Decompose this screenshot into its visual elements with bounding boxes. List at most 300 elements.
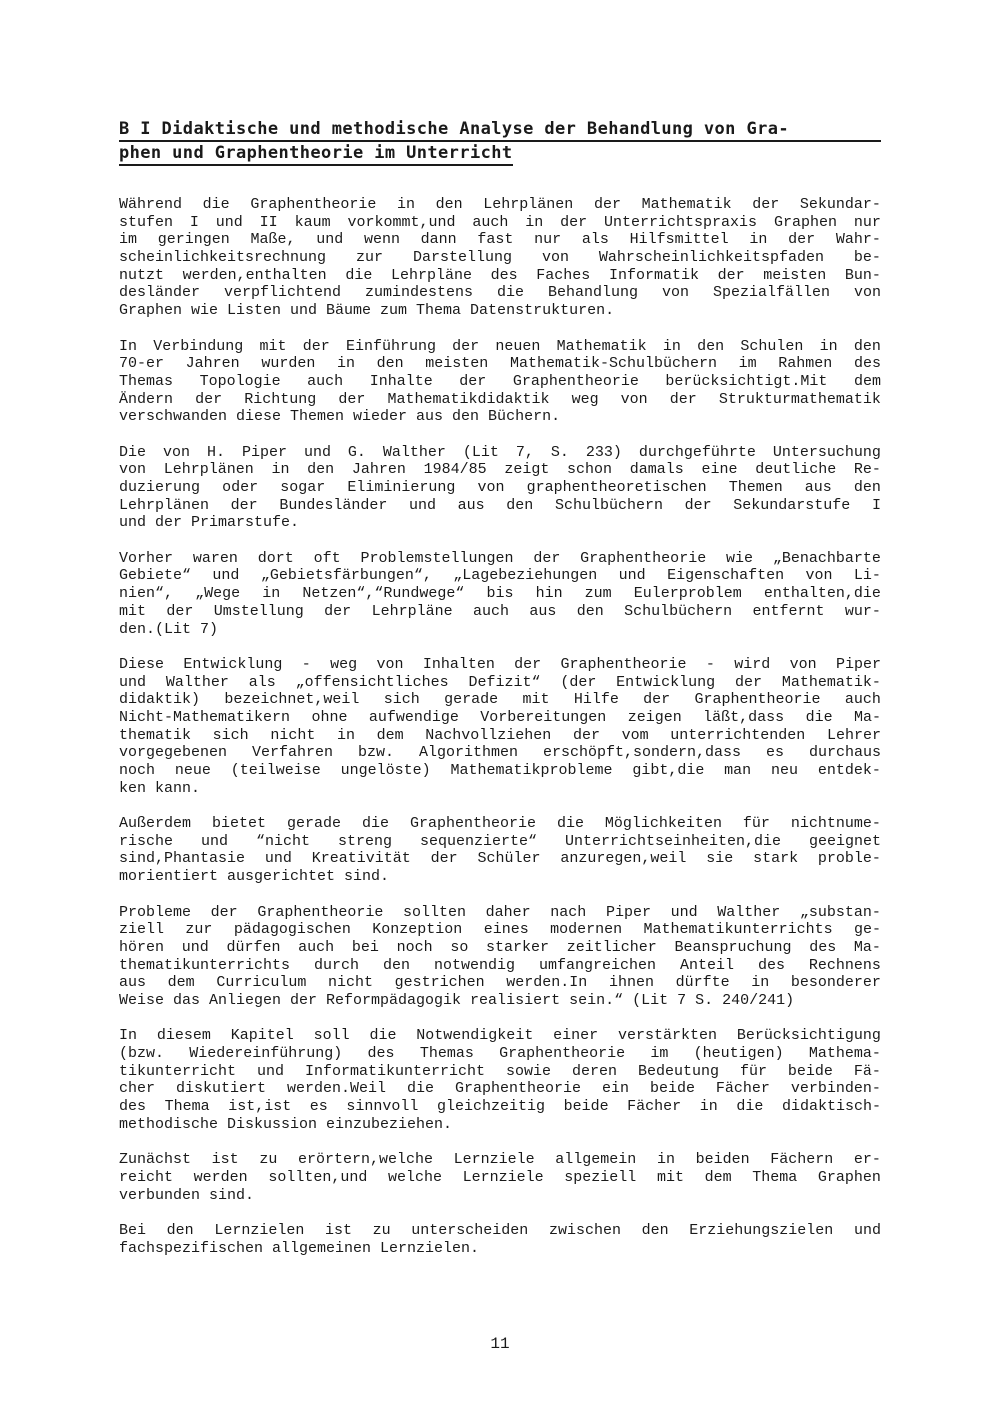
word: werden [193,1168,248,1186]
word: neu [771,762,799,779]
text-line [119,249,881,267]
word: erschöpft,sondern,dass [542,744,742,762]
word: Graphentheorie [512,372,639,390]
word: Algorithmen [418,744,518,762]
word: Schulbüchern [624,602,733,620]
word: der [669,390,697,408]
word: Nicht-Mathematikern [119,708,291,726]
word: H. [206,443,225,461]
word: und [264,850,292,868]
word: wur- [844,602,881,620]
word: entfernt [752,602,825,620]
word: dem [167,974,195,992]
word: Faches [536,266,591,284]
word: stark [753,850,799,868]
word: damals [629,461,684,479]
word: den [376,355,404,373]
word: umfangreichen [538,956,656,974]
text-line [119,1063,881,1081]
word: zeigt [504,461,550,479]
text-line: verbunden sind. [119,1186,255,1204]
word: daher [485,903,531,921]
word: berücksichtigt.Mit [665,372,828,390]
word: Lehrplänen [119,496,210,514]
word: Curriculum [216,974,307,992]
text-line: Graphen wie Listen und Bäume zum Thema Datenstrukturen. [119,302,615,320]
text-line [119,921,881,939]
chapter-heading-line-1: B I Didaktische und methodische Analyse der Behandlung von Gra- [119,118,881,142]
text-line [119,1027,881,1045]
word: ihnen [608,974,654,992]
word: nur [534,231,562,249]
word: vom [621,726,649,744]
word: dem [704,1168,732,1186]
word: Graphentheorie [409,815,536,833]
word: sogar [280,479,326,496]
paragraph [119,1151,881,1204]
word: mit [259,337,287,355]
word: Verbindung [153,337,244,355]
word: den [506,496,534,514]
word: in [699,1098,718,1116]
word: zur [356,249,384,267]
word: Eliminierung [347,479,456,496]
text-line [119,603,881,621]
text-line: den.(Lit 7) [119,620,219,638]
word: Lernzielen [214,1221,305,1239]
word: von [541,249,569,267]
word: auch [298,938,335,956]
word: der [430,850,458,868]
word: im [650,1045,669,1062]
text-line [119,550,881,568]
word: der [717,266,745,284]
word: zu [259,1151,278,1169]
word: 70-er [119,355,165,373]
text-line [119,656,881,674]
body-text [119,196,881,1257]
word: „substan- [799,903,881,921]
word: man [724,762,752,779]
text-line [119,373,881,391]
word: Lernziele [453,1151,535,1169]
word: dort [257,549,294,567]
text-line [119,479,881,497]
word: deren [571,1062,617,1080]
word: erörtern,welche [297,1151,433,1169]
word: II [259,213,278,231]
paragraph [119,904,881,1010]
word: des [367,1045,395,1062]
word: mit [119,602,147,620]
word: Die [119,443,147,461]
word: besonderer [790,974,881,992]
word: nichtnume- [790,815,881,833]
word: scheinlichkeitsrechnung [119,249,327,267]
word: der [302,337,330,355]
word: bietet [211,815,266,833]
word: werden.In [506,974,588,992]
word: Graphentheorie [560,655,687,673]
word: Außerdem [119,815,192,833]
word: Ändern [119,390,174,408]
word: den [307,461,335,479]
word: Graphen [773,213,837,231]
word: den [641,1221,669,1239]
word: von [162,443,190,461]
word: Hilfe [573,691,619,709]
word: der [166,602,194,620]
word: Maße, [250,231,296,249]
word: (der [560,673,597,691]
word: streng [337,832,392,850]
word: die [345,266,373,284]
word: Thema [164,1098,210,1116]
word: der [459,372,487,390]
word: des [119,1098,147,1116]
text-line [119,709,881,727]
word: Inhalten [422,655,495,673]
word: Fächern [770,1151,834,1169]
word: nach [550,903,587,921]
paragraph [119,656,881,798]
word: Lernziele [462,1168,544,1186]
text-line [119,957,881,975]
text-line [119,815,881,833]
word: als [581,231,609,249]
word: eine [701,461,738,479]
word: die [556,815,584,833]
word: G. [347,443,366,461]
word: Verfahren [252,744,334,762]
word: S. [550,443,569,461]
word: weg [330,655,358,673]
word: es [765,744,784,762]
word: Vorher [119,549,174,567]
word: speziell [564,1168,637,1186]
text-line: methodische Diskussion einzubeziehen. [119,1115,453,1133]
word: eines [483,921,529,939]
word: In [119,1027,138,1045]
word: der [452,337,480,355]
word: der [533,549,561,567]
text-line [119,444,881,462]
word: “nicht [255,832,310,850]
word: gerade [444,691,499,709]
word: Lehrer [826,726,881,744]
word: in [271,461,290,479]
word: Schulen [740,337,804,355]
word: mit [656,1168,684,1186]
word: fast [477,231,514,249]
word: des [809,938,837,956]
word: Lehrplänen [483,196,574,213]
text-line: ken kann. [119,779,201,797]
word: der [324,602,352,620]
word: der [210,903,238,921]
word: Fächer [715,1080,770,1098]
word: Defizit“ [468,673,541,691]
word: tikunterricht [119,1062,237,1080]
text-line: Weise das Anliegen der Reformpädagogik realisiert sein.“ (Lit 7 S. 240/241) [119,991,795,1009]
word: in [396,196,415,213]
word: der [572,726,600,744]
word: Bedeutung [637,1062,719,1080]
word: Untersuchung [772,443,881,461]
word: Einführung [345,337,436,355]
word: unterrichtenden [670,726,806,744]
text-line [119,850,881,868]
word: bezeichnet,weil [224,691,360,709]
word: Piper [605,903,651,921]
word: modernen [550,921,623,939]
word: von [376,655,404,673]
paragraph [119,338,881,426]
word: zeigen [627,708,682,726]
word: Graphentheorie [250,196,377,213]
word: Darstellung [412,249,512,267]
word: Möglichkeiten [604,815,722,833]
word: und [408,496,436,514]
word: (bzw. [119,1045,165,1062]
word: gerade [286,815,341,833]
word: pädagogischen [233,921,351,939]
word: den [382,956,410,974]
word: aufwendige [368,708,459,726]
word: geringen [157,231,230,249]
word: und [212,567,240,585]
word: Graphentheorie [580,549,707,567]
word: ge- [853,921,881,939]
word: zum [584,585,612,603]
word: werden.Weil [286,1080,386,1098]
word: Informatikunterricht [304,1062,486,1080]
word: der [560,213,588,231]
word: Lehrplänen [163,461,254,479]
word: waren [192,549,238,567]
word: werden,enthalten [182,266,327,284]
text-line [119,585,881,603]
word: Während [119,196,183,213]
word: oder [222,479,259,496]
word: auch [472,213,509,231]
word: Mathema- [808,1045,881,1062]
word: der [643,691,671,709]
word: Mathematikunterrichts [643,921,833,939]
word: in [749,231,768,249]
word: hören [119,938,165,956]
text-line [119,1222,881,1240]
word: soll [313,1027,350,1045]
word: und [316,231,344,249]
word: und [257,1062,285,1080]
word: er- [853,1151,881,1169]
text-line [119,1169,881,1187]
word: thematikunterrichts [119,956,291,974]
paragraph [119,550,881,638]
word: und [119,673,147,691]
word: anzuregen,weil [560,850,687,868]
word: der [752,196,780,213]
word: beiden [695,1151,750,1169]
text-line [119,338,881,356]
word: Lehrpläne [390,266,472,284]
text-line [119,939,881,957]
word: Graphentheorie [454,1080,581,1098]
word: deutliche [755,461,837,479]
word: den [853,337,881,355]
word: Nachvollziehen [425,726,552,744]
word: Graphentheorie [694,691,821,709]
word: Vorbereitungen [480,708,607,726]
word: des [490,266,518,284]
word: nien“, [119,585,174,603]
word: in [656,1151,675,1169]
word: auch [472,602,509,620]
word: und [200,832,228,850]
word: (teilweise [230,762,321,779]
word: der [788,231,816,249]
word: graphentheoretischen [526,479,707,496]
word: durch [314,956,360,974]
word: Mathematik- [781,673,881,691]
word: Piper [241,443,287,461]
word: zwischen [548,1221,621,1239]
word: zeitlicher [566,938,657,956]
word: und [303,443,331,461]
word: Richtung [244,390,317,408]
word: einer [553,1027,599,1045]
word: Netzen“,“Rundwege“ [302,585,465,603]
word: in [662,337,681,355]
text-line [119,762,881,780]
word: „Benachbarte [772,549,881,567]
word: beide [787,1062,833,1080]
paragraph [119,815,881,886]
text-line [119,391,881,409]
word: sollten [402,903,466,921]
word: Entwicklung [616,673,716,691]
word: als [248,673,276,691]
text-line [119,267,881,285]
word: des [757,956,785,974]
word: dem [376,726,404,744]
word: oft [313,549,341,567]
text-line [119,833,881,851]
word: thematik [119,726,192,744]
text-line [119,1098,881,1116]
word: enthalten,die [763,585,881,603]
word: ist [324,1221,352,1239]
word: Konzeption [372,921,463,939]
word: und [618,567,646,585]
word: „Wege [195,585,241,603]
word: Jahren [185,355,240,373]
text-line [119,1045,881,1063]
word: Erziehungszielen [689,1221,834,1239]
word: Ma- [853,938,881,956]
word: beide [563,1098,609,1116]
text-line [119,727,881,745]
word: Anteil [679,956,734,974]
word: Piper [835,655,881,673]
word: stufen [119,213,174,231]
text-line [119,461,881,479]
word: Graphentheorie [499,1045,626,1062]
text-line [119,674,881,692]
word: ein [601,1080,629,1098]
word: I [871,496,881,514]
word: verstärkten [618,1027,718,1045]
word: es [309,1098,328,1116]
word: sequenzierte“ [419,832,537,850]
word: der [684,496,712,514]
word: der [593,196,621,213]
text-line [119,196,881,214]
word: nutzt [119,266,165,284]
text-line [119,284,881,302]
word: und [853,1221,881,1239]
word: rische [119,832,174,850]
word: Li- [853,567,881,585]
text-line [119,497,881,515]
word: die [805,708,833,726]
word: starker [486,938,550,956]
word: 1984/85 [423,461,487,479]
word: der [195,390,223,408]
word: nicht [327,974,373,992]
word: kaum [294,213,331,231]
word: vorkommt,und [347,213,456,231]
word: Kapitel [230,1027,294,1045]
word: von [661,284,689,302]
word: den [576,602,604,620]
word: Unterrichtspraxis [604,213,758,231]
word: der [735,673,763,691]
word: „offensichtliches [295,673,449,691]
word: gibt,die [632,762,705,779]
word: von [805,567,833,585]
word: mit [522,691,550,709]
text-line [119,974,881,992]
word: sich [383,691,420,709]
word: diskutiert [175,1080,266,1098]
word: Zunächst [119,1151,192,1169]
word: Schüler [477,850,541,868]
word: auch [307,372,344,390]
word: dürfte [675,974,730,992]
word: Thema [752,1168,798,1186]
word: den [166,1221,194,1239]
word: (heutigen) [693,1045,784,1062]
word: meisten [425,355,489,373]
word: auch [844,691,881,709]
word: weg [571,390,599,408]
word: notwendig [433,956,515,974]
word: diesem [156,1027,211,1045]
word: Themas [119,372,174,390]
word: meisten [763,266,827,284]
word: Bundesländer [279,496,388,514]
word: nur [853,213,881,231]
word: den [853,479,881,496]
word: - [301,655,311,673]
word: in [819,337,838,355]
word: Bei [119,1221,147,1239]
word: schon [567,461,613,479]
word: in [262,585,281,603]
word: Jahren [351,461,406,479]
